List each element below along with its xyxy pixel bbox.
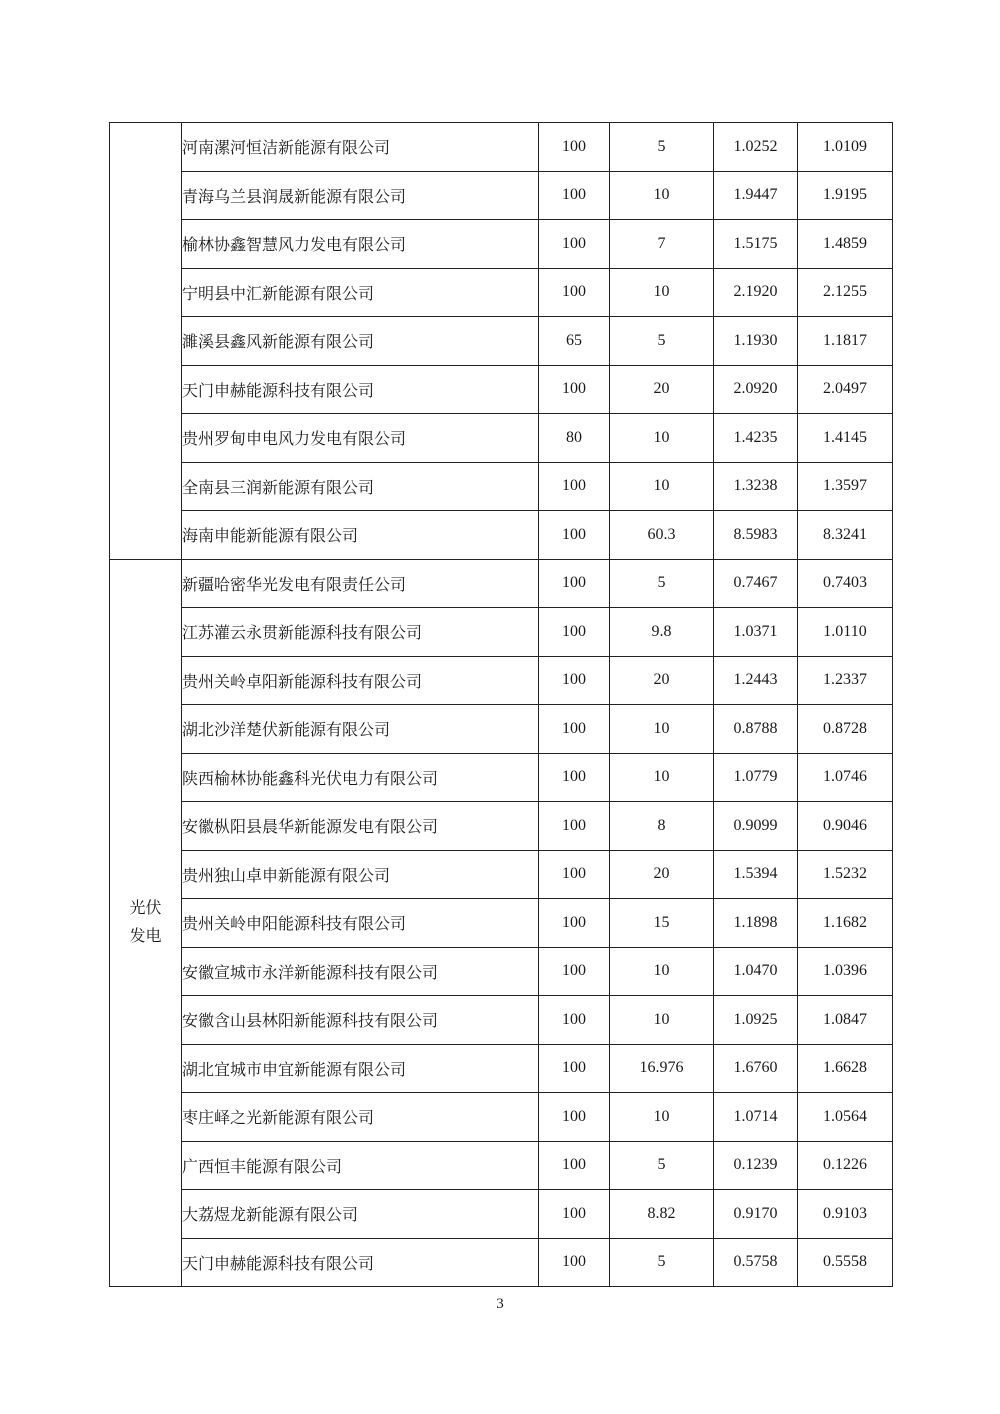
value-cell: 1.0109: [798, 123, 893, 172]
value-cell: 100: [539, 1044, 610, 1093]
value-cell: 0.8788: [714, 705, 798, 754]
value-cell: 1.0396: [798, 947, 893, 996]
company-cell: 大荔煜龙新能源有限公司: [182, 1190, 539, 1239]
value-cell: 10: [610, 414, 714, 463]
table-row: [110, 947, 893, 996]
value-cell: 0.9170: [714, 1190, 798, 1239]
value-cell: 10: [610, 268, 714, 317]
value-cell: 2.0497: [798, 365, 893, 414]
value-cell: 1.3597: [798, 462, 893, 511]
company-cell: 陕西榆林协能鑫科光伏电力有限公司: [182, 753, 539, 802]
table-row: [110, 996, 893, 1045]
table-row: [110, 705, 893, 754]
value-cell: 1.0847: [798, 996, 893, 1045]
company-cell: 河南漯河恒洁新能源有限公司: [182, 123, 539, 172]
value-cell: 1.1898: [714, 899, 798, 948]
value-cell: 10: [610, 462, 714, 511]
table-row: [110, 1044, 893, 1093]
table-row: [110, 317, 893, 366]
table-row: [110, 268, 893, 317]
company-cell: 广西恒丰能源有限公司: [182, 1141, 539, 1190]
value-cell: 100: [539, 705, 610, 754]
value-cell: 100: [539, 753, 610, 802]
value-cell: 60.3: [610, 511, 714, 560]
value-cell: 100: [539, 268, 610, 317]
value-cell: 20: [610, 365, 714, 414]
value-cell: 100: [539, 947, 610, 996]
company-cell: 枣庄峄之光新能源有限公司: [182, 1093, 539, 1142]
value-cell: 9.8: [610, 608, 714, 657]
value-cell: 15: [610, 899, 714, 948]
data-table: [109, 122, 893, 1287]
value-cell: 100: [539, 171, 610, 220]
company-cell: 贵州独山卓申新能源有限公司: [182, 850, 539, 899]
value-cell: 100: [539, 608, 610, 657]
value-cell: 1.2337: [798, 656, 893, 705]
table-row: [110, 753, 893, 802]
value-cell: 100: [539, 365, 610, 414]
value-cell: 1.0371: [714, 608, 798, 657]
table-row: [110, 656, 893, 705]
value-cell: 1.1682: [798, 899, 893, 948]
value-cell: 0.9103: [798, 1190, 893, 1239]
value-cell: 1.5232: [798, 850, 893, 899]
value-cell: 100: [539, 1190, 610, 1239]
value-cell: 100: [539, 123, 610, 172]
value-cell: 5: [610, 1238, 714, 1287]
value-cell: 20: [610, 656, 714, 705]
value-cell: 1.0252: [714, 123, 798, 172]
company-cell: 宁明县中汇新能源有限公司: [182, 268, 539, 317]
value-cell: 100: [539, 802, 610, 851]
table-row: [110, 365, 893, 414]
value-cell: 100: [539, 1093, 610, 1142]
value-cell: 8: [610, 802, 714, 851]
value-cell: 100: [539, 996, 610, 1045]
table-row: [110, 850, 893, 899]
value-cell: 1.0564: [798, 1093, 893, 1142]
value-cell: 0.9046: [798, 802, 893, 851]
category-cell: [110, 559, 182, 1287]
value-cell: 1.2443: [714, 656, 798, 705]
company-cell: 天门申赫能源科技有限公司: [182, 1238, 539, 1287]
table-row: [110, 608, 893, 657]
company-cell: 贵州关岭卓阳新能源科技有限公司: [182, 656, 539, 705]
value-cell: 0.5558: [798, 1238, 893, 1287]
category-cell: [110, 123, 182, 560]
value-cell: 1.5394: [714, 850, 798, 899]
value-cell: 1.1930: [714, 317, 798, 366]
value-cell: 16.976: [610, 1044, 714, 1093]
value-cell: 10: [610, 705, 714, 754]
value-cell: 1.0779: [714, 753, 798, 802]
company-cell: 江苏灌云永贯新能源科技有限公司: [182, 608, 539, 657]
company-cell: 榆林协鑫智慧风力发电有限公司: [182, 220, 539, 269]
table-row: [110, 123, 893, 172]
value-cell: 1.3238: [714, 462, 798, 511]
value-cell: 10: [610, 947, 714, 996]
table-row: [110, 171, 893, 220]
table-row: [110, 1093, 893, 1142]
value-cell: 2.0920: [714, 365, 798, 414]
value-cell: 1.9447: [714, 171, 798, 220]
table-row: [110, 462, 893, 511]
page-number: 3: [496, 1296, 504, 1312]
value-cell: 1.0746: [798, 753, 893, 802]
table-row: [110, 1141, 893, 1190]
value-cell: 1.4859: [798, 220, 893, 269]
value-cell: 0.9099: [714, 802, 798, 851]
value-cell: 10: [610, 1093, 714, 1142]
value-cell: 1.0925: [714, 996, 798, 1045]
value-cell: 1.4145: [798, 414, 893, 463]
value-cell: 10: [610, 996, 714, 1045]
value-cell: 8.3241: [798, 511, 893, 560]
value-cell: 2.1920: [714, 268, 798, 317]
value-cell: 0.1226: [798, 1141, 893, 1190]
value-cell: 1.1817: [798, 317, 893, 366]
value-cell: 100: [539, 511, 610, 560]
value-cell: 10: [610, 171, 714, 220]
value-cell: 5: [610, 123, 714, 172]
company-cell: 新疆哈密华光发电有限责任公司: [182, 559, 539, 608]
table-row: [110, 1190, 893, 1239]
table-body: [110, 123, 893, 1287]
table-row: [110, 899, 893, 948]
value-cell: 0.8728: [798, 705, 893, 754]
value-cell: 100: [539, 559, 610, 608]
company-cell: 湖北沙洋楚伏新能源有限公司: [182, 705, 539, 754]
value-cell: 1.5175: [714, 220, 798, 269]
value-cell: 5: [610, 1141, 714, 1190]
value-cell: 65: [539, 317, 610, 366]
value-cell: 100: [539, 1238, 610, 1287]
value-cell: 8.82: [610, 1190, 714, 1239]
table-row: [110, 559, 893, 608]
value-cell: 7: [610, 220, 714, 269]
value-cell: 1.0110: [798, 608, 893, 657]
table-row: [110, 511, 893, 560]
company-cell: 贵州关岭申阳能源科技有限公司: [182, 899, 539, 948]
value-cell: 100: [539, 656, 610, 705]
value-cell: 1.6628: [798, 1044, 893, 1093]
table-row: [110, 802, 893, 851]
category-label: 光伏发电: [129, 899, 162, 945]
value-cell: 0.1239: [714, 1141, 798, 1190]
value-cell: 0.7403: [798, 559, 893, 608]
value-cell: 1.9195: [798, 171, 893, 220]
value-cell: 1.0714: [714, 1093, 798, 1142]
table-row: [110, 414, 893, 463]
company-cell: 青海乌兰县润晟新能源有限公司: [182, 171, 539, 220]
value-cell: 80: [539, 414, 610, 463]
table-row: [110, 1238, 893, 1287]
value-cell: 10: [610, 753, 714, 802]
value-cell: 8.5983: [714, 511, 798, 560]
value-cell: 2.1255: [798, 268, 893, 317]
company-cell: 天门申赫能源科技有限公司: [182, 365, 539, 414]
company-cell: 贵州罗甸申电风力发电有限公司: [182, 414, 539, 463]
value-cell: 5: [610, 559, 714, 608]
company-cell: 安徽含山县林阳新能源科技有限公司: [182, 996, 539, 1045]
company-cell: 安徽枞阳县晨华新能源发电有限公司: [182, 802, 539, 851]
value-cell: 1.6760: [714, 1044, 798, 1093]
company-cell: 海南申能新能源有限公司: [182, 511, 539, 560]
value-cell: 20: [610, 850, 714, 899]
value-cell: 100: [539, 462, 610, 511]
value-cell: 100: [539, 220, 610, 269]
value-cell: 1.4235: [714, 414, 798, 463]
value-cell: 0.7467: [714, 559, 798, 608]
company-cell: 濉溪县鑫风新能源有限公司: [182, 317, 539, 366]
company-cell: 湖北宜城市申宜新能源有限公司: [182, 1044, 539, 1093]
table-row: [110, 220, 893, 269]
value-cell: 100: [539, 899, 610, 948]
value-cell: 100: [539, 850, 610, 899]
value-cell: 5: [610, 317, 714, 366]
value-cell: 0.5758: [714, 1238, 798, 1287]
value-cell: 1.0470: [714, 947, 798, 996]
company-cell: 全南县三润新能源有限公司: [182, 462, 539, 511]
value-cell: 100: [539, 1141, 610, 1190]
company-cell: 安徽宣城市永洋新能源科技有限公司: [182, 947, 539, 996]
